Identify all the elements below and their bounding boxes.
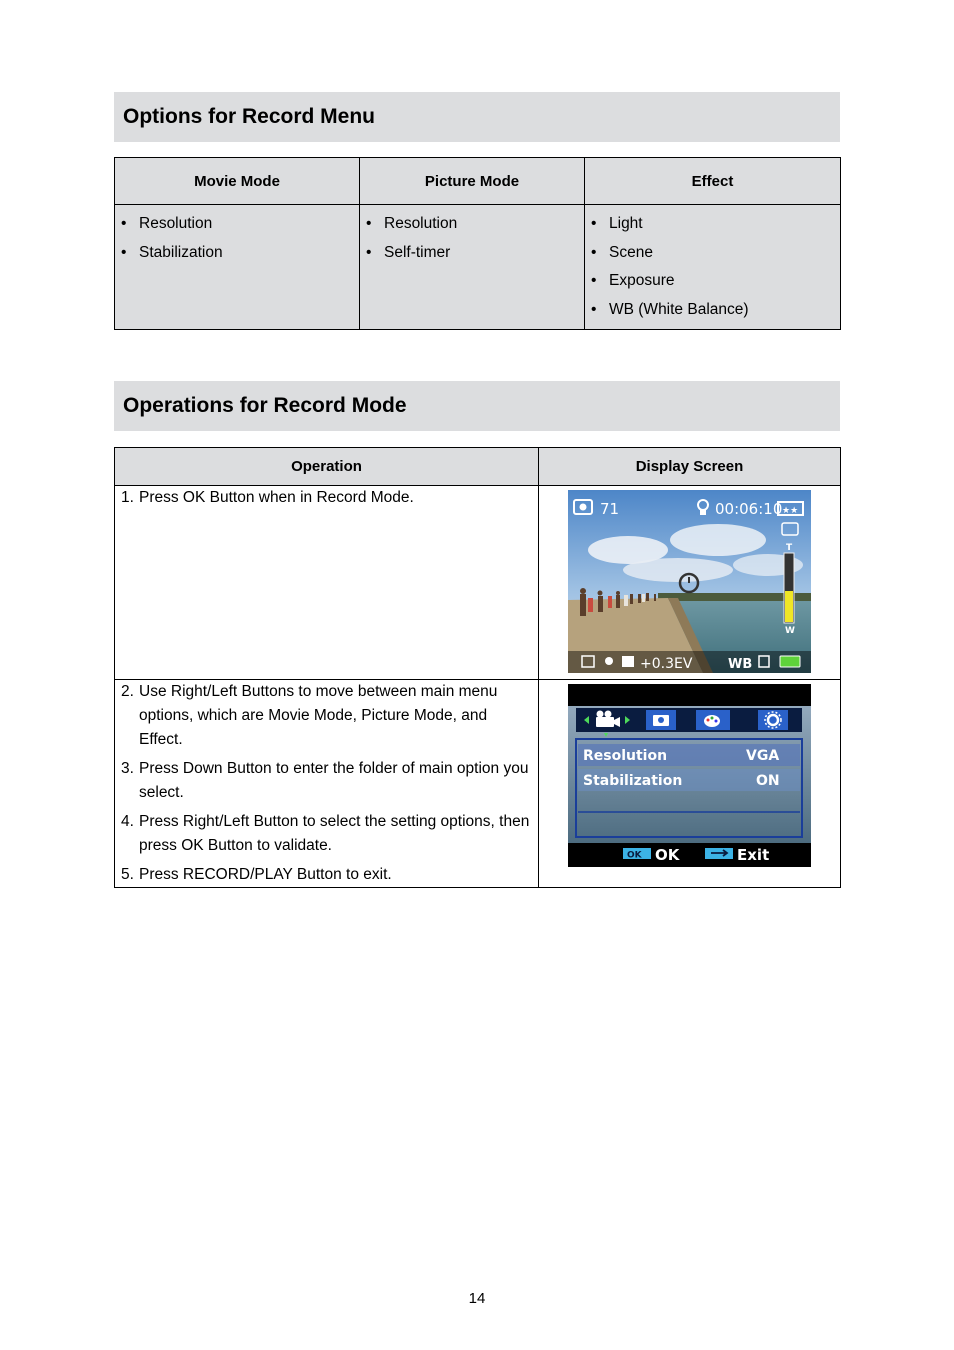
- shots-left: 71: [600, 500, 620, 518]
- list-item: • Exposure: [591, 272, 675, 290]
- header-display-screen: Display Screen: [539, 448, 841, 486]
- header-picture-mode: Picture Mode: [360, 158, 585, 205]
- record-timer: 00:06:10: [715, 500, 783, 518]
- list-item: • Resolution: [366, 215, 458, 232]
- page-number: 14: [468, 1290, 486, 1307]
- svg-text:VGA: VGA: [746, 748, 780, 764]
- list-item: • Resolution: [121, 215, 213, 232]
- record-menu-screen: [568, 684, 811, 867]
- header-movie-mode: Movie Mode: [115, 158, 360, 205]
- svg-text:Resolution: Resolution: [583, 748, 668, 764]
- svg-text:★★: ★★: [782, 506, 799, 516]
- exit-label: Exit: [737, 846, 770, 864]
- record-mode-screen: [568, 490, 811, 673]
- step-5: 5. Press RECORD/PLAY Button to exit.: [121, 866, 392, 883]
- wb-label: WB: [728, 657, 753, 672]
- operations-table: [114, 447, 841, 888]
- ok-label: OK: [655, 846, 680, 864]
- step-4: 4. Press Right/Left Button to select the setting options, then press OK Button to validate.: [121, 813, 530, 854]
- step-2: 2. Use Right/Left Buttons to move between main menu options, which are Movie Mode, Picture Mode, and Effect.: [121, 683, 498, 748]
- picture-mode-cell: [360, 205, 585, 330]
- svg-text:OK: OK: [627, 850, 642, 861]
- svg-text:T: T: [786, 543, 793, 553]
- header-operation: Operation: [115, 448, 539, 486]
- operation-cell-2: [115, 680, 539, 888]
- options-table: [114, 157, 841, 330]
- list-item: • Light: [591, 215, 643, 232]
- list-item: • Scene: [591, 243, 653, 261]
- header-effect: Effect: [585, 158, 841, 205]
- step-3: 3. Press Down Button to enter the folder of main option you select.: [121, 760, 529, 801]
- section-title-record-menu: Options for Record Menu: [114, 92, 840, 142]
- tab-settings: [758, 710, 788, 730]
- exposure-value: +0.3EV: [640, 656, 693, 672]
- display-cell-2: [539, 680, 841, 888]
- step-1: 1. Press OK Button when in Record Mode.: [121, 489, 414, 506]
- section-title-record-mode: Operations for Record Mode: [114, 381, 840, 431]
- light-icon: [605, 657, 613, 665]
- svg-text:ON: ON: [756, 773, 780, 789]
- list-item: • Stabilization: [121, 243, 223, 261]
- display-cell-1: [539, 486, 841, 680]
- list-item: • Self-timer: [366, 243, 451, 261]
- svg-text:Stabilization: Stabilization: [583, 773, 683, 789]
- exposure-icon: [622, 656, 634, 667]
- battery-icon: [780, 656, 800, 667]
- movie-mode-cell: [115, 205, 360, 330]
- effect-cell: [585, 205, 841, 330]
- operation-cell-1: [115, 486, 539, 680]
- svg-text:W: W: [785, 626, 795, 636]
- zoom-level: [785, 591, 793, 622]
- list-item: • WB (White Balance): [591, 301, 749, 319]
